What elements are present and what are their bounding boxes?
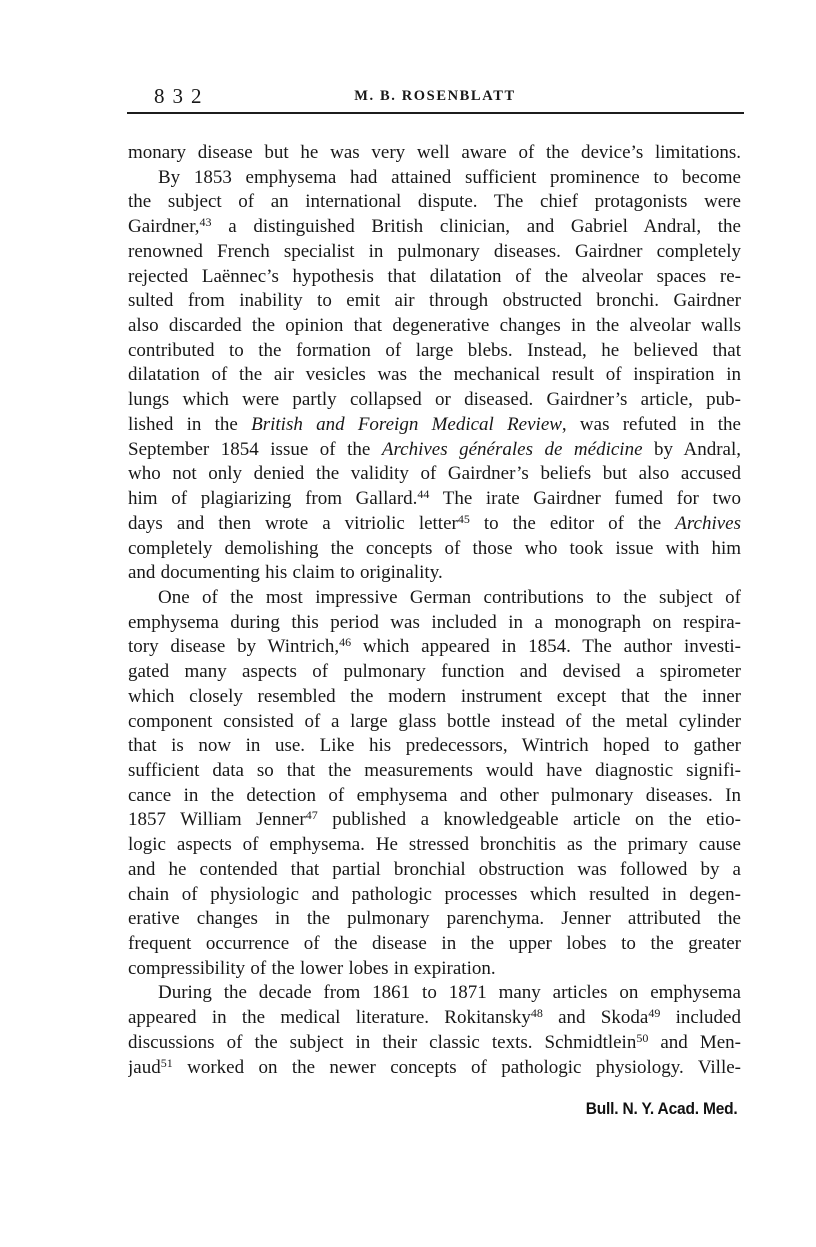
text-segment: , was refuted in the — [561, 413, 741, 435]
body-line — [128, 388, 741, 413]
text-segment: appeared in the medical literature. Rokitansky — [128, 1007, 531, 1029]
body-line — [128, 512, 741, 537]
body-line — [128, 166, 741, 191]
body-line — [128, 586, 741, 611]
body-line — [128, 339, 741, 364]
text-segment: who not only denied the validity of Gairdner’s beliefs but also accused — [128, 463, 741, 485]
body-line — [128, 660, 741, 685]
text-segment: By 1853 emphysema had attained sufficient prominence to become — [158, 166, 741, 188]
body-line — [128, 833, 741, 858]
body-line — [128, 734, 741, 759]
text-segment: and documenting his claim to originality. — [128, 562, 443, 584]
body-line — [128, 611, 741, 636]
body-line — [128, 537, 741, 562]
body-line — [128, 808, 741, 833]
journal-citation: Bull. N. Y. Acad. Med. — [586, 1100, 738, 1118]
text-segment: and Men- — [648, 1031, 741, 1053]
body-line — [128, 215, 741, 240]
body-line — [128, 1056, 741, 1081]
italic-title-segment: Archives — [675, 512, 741, 534]
page-header — [128, 84, 742, 112]
text-segment: included — [660, 1007, 741, 1029]
text-segment: rejected Laënnec’s hypothesis that dilatation of the alveolar spaces re- — [128, 265, 741, 287]
text-segment: gated many aspects of pulmonary function and devised a spirometer — [128, 661, 741, 683]
text-segment: that is now in use. Like his predecessors, Wintrich hoped to gather — [128, 735, 741, 757]
footnote-reference: 45 — [457, 511, 470, 526]
body-line — [128, 265, 741, 290]
text-segment: logic aspects of emphysema. He stressed bronchitis as the primary cause — [128, 834, 741, 856]
text-segment: frequent occurrence of the disease in the upper lobes to the greater — [128, 933, 741, 954]
body-line — [128, 784, 741, 809]
text-segment: lungs which were partly collapsed or diseased. Gairdner’s article, pub- — [128, 389, 741, 411]
running-title: M. B. ROSENBLATT — [354, 88, 516, 104]
body-line — [128, 413, 741, 438]
body-line — [128, 561, 741, 586]
text-segment: days and then wrote a vitriolic letter — [128, 512, 458, 534]
footnote-reference: 50 — [636, 1030, 649, 1045]
text-segment: him of plagiarizing from Gallard. — [128, 488, 418, 510]
text-segment: discussions of the subject in their classic texts. Schmidtlein — [128, 1031, 637, 1053]
text-segment: the subject of an international dispute. The chief protagonists were — [128, 191, 741, 213]
text-segment: erative changes in the pulmonary parenchyma. Jenner attributed the — [128, 908, 741, 930]
body-line — [128, 932, 741, 957]
body-line — [128, 314, 741, 339]
footnote-reference: 47 — [305, 808, 318, 823]
text-segment: tory disease by Wintrich, — [128, 636, 340, 658]
text-segment: a distinguished British clinician, and Gabriel Andral, the — [211, 216, 741, 238]
text-segment: sulted from inability to emit air through obstructed bronchi. Gairdner — [128, 290, 741, 312]
body-line — [128, 190, 741, 215]
body-line — [128, 858, 741, 883]
text-segment: and Skoda — [542, 1007, 649, 1029]
text-segment: jaud — [128, 1056, 161, 1078]
text-segment: also discarded the opinion that degenerative changes in the alveolar walls — [128, 315, 741, 337]
text-segment: contributed to the formation of large blebs. Instead, he believed that — [128, 339, 741, 361]
text-segment: dilatation of the air vesicles was the mechanical result of inspiration in — [128, 364, 741, 386]
body-line — [128, 957, 741, 982]
text-segment: lished in the — [128, 413, 252, 435]
footnote-reference: 51 — [160, 1055, 173, 1070]
text-segment: Gairdner, — [128, 216, 200, 238]
text-segment: compressibility of the lower lobes in expiration. — [128, 957, 496, 979]
footnote-reference: 46 — [339, 635, 352, 650]
italic-title-segment: British and Foreign Medical Review — [251, 413, 562, 435]
text-segment: which closely resembled the modern instrument except that the inner — [128, 685, 741, 707]
text-segment: chain of physiologic and pathologic processes which resulted in degen- — [128, 883, 741, 905]
footnote-reference: 48 — [530, 1006, 543, 1021]
text-segment: 1857 William Jenner — [128, 809, 306, 831]
text-segment: emphysema during this period was included in a monograph on respira- — [128, 611, 741, 633]
text-segment: One of the most impressive German contributions to the subject of — [158, 586, 741, 608]
text-segment: component consisted of a large glass bottle instead of the metal cylinder — [128, 710, 741, 732]
body-line — [128, 759, 741, 784]
body-line — [128, 1031, 741, 1056]
body-line — [128, 1006, 741, 1031]
footnote-reference: 49 — [648, 1006, 661, 1021]
body-line — [128, 240, 741, 265]
page-body — [128, 141, 741, 1080]
body-line — [128, 635, 741, 660]
text-segment: sufficient data so that the measurements would have diagnostic signifi- — [128, 759, 741, 781]
italic-title-segment: Archives générales de médicine — [381, 438, 643, 460]
text-segment: worked on the newer concepts of pathologic physiology. Ville- — [172, 1056, 741, 1078]
footnote-reference: 44 — [417, 487, 430, 502]
body-line — [128, 981, 741, 1006]
text-segment: published a knowledgeable article on the etio- — [317, 809, 741, 831]
text-segment: September 1854 issue of the — [128, 438, 382, 460]
text-segment: monary disease but he was very well aware of the device’s limitations. — [128, 142, 741, 163]
text-segment: renowned French specialist in pulmonary diseases. Gairdner completely — [128, 240, 741, 262]
body-line — [128, 289, 741, 314]
body-line — [128, 462, 741, 487]
text-segment: to the editor of the — [469, 512, 676, 534]
body-line — [128, 907, 741, 932]
body-line — [128, 438, 741, 463]
body-line — [128, 883, 741, 908]
header-rule — [127, 112, 744, 114]
text-segment: which appeared in 1854. The author investi- — [351, 636, 741, 658]
text-segment: and he contended that partial bronchial obstruction was followed by a — [128, 858, 741, 880]
text-segment: During the decade from 1861 to 1871 many articles on emphysema — [158, 982, 741, 1004]
body-line — [128, 487, 741, 512]
body-line — [128, 363, 741, 388]
body-line — [128, 685, 741, 710]
text-segment: The irate Gairdner fumed for two — [429, 488, 741, 510]
body-line — [128, 710, 741, 735]
page-number: 832 — [154, 84, 210, 108]
body-line — [128, 141, 741, 166]
text-segment: completely demolishing the concepts of those who took issue with him — [128, 537, 741, 559]
text-segment: cance in the detection of emphysema and other pulmonary diseases. In — [128, 784, 741, 806]
footnote-reference: 43 — [199, 215, 212, 230]
text-segment: by Andral, — [642, 438, 741, 460]
